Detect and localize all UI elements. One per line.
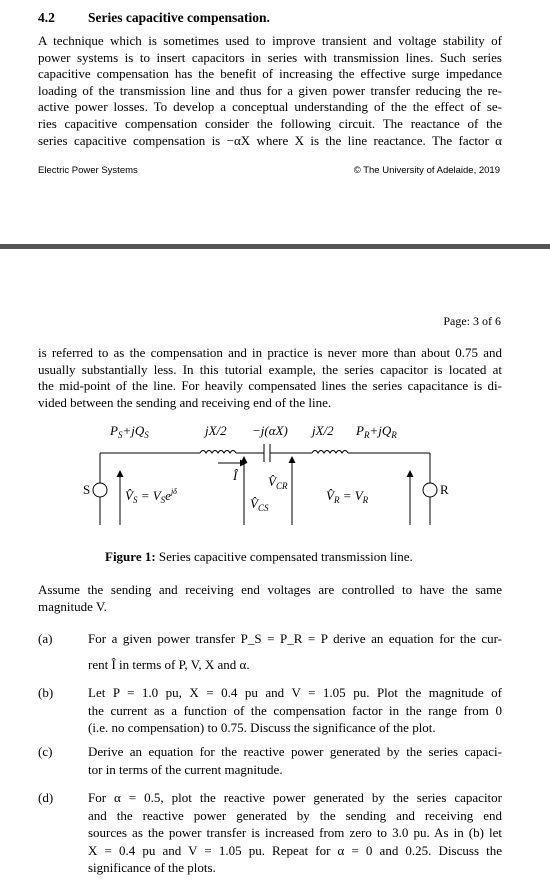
assumption-paragraph (38, 582, 502, 615)
text-line: A technique which is sometimes used to improve transient and voltage stability of (38, 33, 502, 48)
inductor-2 (312, 451, 348, 454)
figure-caption-text: Series capacitive compensated transmission line. (155, 549, 413, 564)
page-number: Page: 3 of 6 (443, 314, 501, 328)
vcs-label: $V̂_{CS}$ (250, 496, 269, 513)
text-line: (i.e. no compensation) to 0.75. Discuss the significance of the plot. (88, 720, 436, 735)
question-label: (b) (38, 685, 54, 700)
sending-source-circle (93, 483, 107, 497)
text-line: Derive an equation for the reactive power generated by the series capaci- (88, 744, 502, 759)
receiving-power-label: $P_R+jQ_R$ (356, 423, 397, 440)
text-line: For α = 0.5, plot the reactive power generated by the series capacitor (88, 790, 502, 805)
text-line: power systems is to insert capacitors in series with transmission lines. Such series (38, 49, 502, 65)
text-line: and the reactive power generated by the sending and receiving end (88, 807, 502, 823)
sending-node-label: S (83, 482, 91, 497)
question-label: (c) (38, 744, 53, 759)
text-line: For a given power transfer P_S = P_R = P derive an equation for the cur- (88, 631, 502, 646)
reactance-label-1: jX/2 (205, 423, 227, 438)
text-line: rent Î in terms of P, V, X and α. (88, 656, 250, 672)
text-line: magnitude V. (38, 598, 107, 614)
text-line: loading of the transmission line and thus for a given power transfer reducing the re- (38, 82, 502, 98)
figure-caption (105, 549, 413, 565)
text-line: tor in terms of the current magnitude. (88, 761, 283, 777)
vs-label: $V̂_S = V_Se^{j\delta}$ (125, 487, 177, 505)
receiving-source-circle (423, 483, 437, 497)
circuit-diagram (80, 420, 460, 545)
question-label: (a) (38, 631, 53, 646)
section-number: 4.2 (38, 10, 55, 25)
text-line: X = 0.4 pu and V = 1.05 pu. Repeat for α = 0 and 0.25. Discuss the (88, 842, 502, 858)
continuation-paragraph (38, 345, 502, 411)
text-line: the mid-point of the line. For heavily compensated lines the series capacitance is di- (38, 378, 502, 394)
capacitor-reactance-label: −j(αX) (252, 423, 288, 438)
intro-paragraph (38, 33, 502, 149)
receiving-node-label: R (440, 482, 449, 497)
section-heading (38, 10, 270, 26)
text-line: capacitive compensation has the benefit of increasing the effective surge impedance (38, 66, 502, 82)
current-label: Î (233, 468, 238, 483)
text-line: the current as a function of the compensation factor in the range from 0 (88, 702, 502, 718)
figure-label: Figure 1: (105, 549, 156, 564)
text-line: Assume the sending and receiving end voltages are controlled to have the same (38, 582, 502, 597)
section-title: Series capacitive compensation. (88, 10, 270, 25)
question-label: (d) (38, 790, 54, 805)
text-line: vided between the sending and receiving end of the line. (38, 394, 332, 410)
footer-left: Electric Power Systems (38, 165, 138, 176)
vr-label: $V̂_R = V_R$ (326, 488, 369, 505)
text-line: active power losses. To develop a conceptual understanding of the the effect of se- (38, 99, 502, 115)
sending-power-label: $P_S+jQ_S$ (110, 423, 149, 440)
inductor-1 (200, 451, 236, 454)
text-line: usually substantially less. In this tutorial example, the series capacitor is located at (38, 361, 502, 377)
vcr-label: $V̂_{CR}$ (268, 474, 288, 491)
reactance-label-2: jX/2 (312, 423, 334, 438)
text-line: series capacitive compensation is −αX where X is the line reactance. The factor α (38, 132, 502, 148)
footer-right: © The University of Adelaide, 2019 (353, 165, 500, 176)
text-line: ries capacitive compensation consider the following circuit. The reactance of the (38, 115, 502, 131)
text-line: significance of the plots. (88, 860, 216, 875)
text-line: is referred to as the compensation and in practice is never more than about 0.75 and (38, 345, 502, 360)
text-line: Let P = 1.0 pu, X = 0.4 pu and V = 1.05 pu. Plot the magnitude of (88, 685, 502, 700)
text-line: sources as the power transfer is increased from zero to 3.0 pu. As in (b) let (88, 825, 502, 840)
page-separator (0, 244, 550, 249)
